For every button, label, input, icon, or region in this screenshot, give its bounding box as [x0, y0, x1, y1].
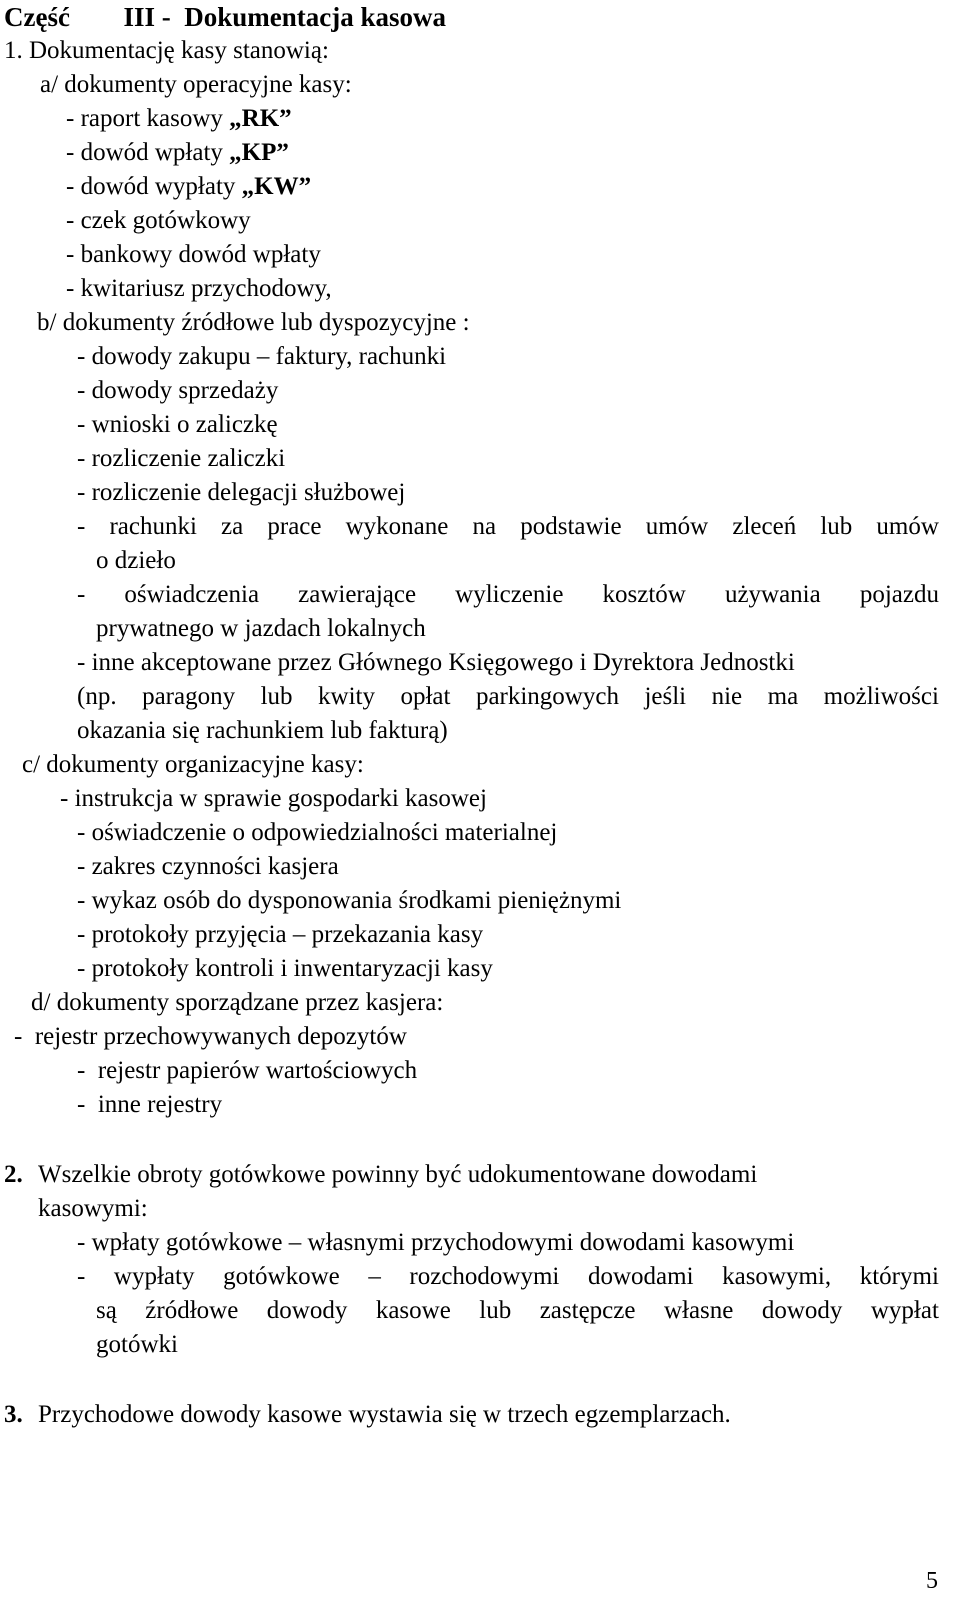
document-code: „RK”: [229, 105, 292, 132]
justified-line-source-docs: [96, 1294, 939, 1328]
word: podstawie: [520, 513, 622, 540]
list-item-continuation: o dzieło: [96, 547, 176, 574]
word: -: [77, 1263, 86, 1290]
list-item: - rejestr papierów wartościowych: [77, 1057, 418, 1084]
section-2-line: Wszelkie obroty gotówkowe powinny być udokumentowane dowodami: [38, 1161, 758, 1188]
word: wykonane: [345, 513, 449, 540]
word: własne: [663, 1297, 734, 1324]
list-item: - rozliczenie zaliczki: [77, 445, 286, 472]
list-item: - oświadczenie o odpowiedzialności materialnej: [77, 819, 558, 846]
word: dowodami: [587, 1263, 694, 1290]
section-2-line: kasowymi:: [38, 1195, 148, 1222]
word: -: [77, 581, 86, 608]
word: jeśli: [644, 683, 687, 710]
word: oświadczenia: [124, 581, 260, 608]
page-number: 5: [926, 1568, 938, 1594]
list-item-continuation: okazania się rachunkiem lub fakturą): [77, 717, 448, 744]
list-item: - protokoły kontroli i inwentaryzacji kasy: [77, 955, 493, 982]
word: lub: [479, 1297, 512, 1324]
word: są: [96, 1297, 117, 1324]
word: kosztów: [602, 581, 686, 608]
word: na: [472, 513, 497, 540]
list-item: - protokoły przyjęcia – przekazania kasy: [77, 921, 484, 948]
list-item: - instrukcja w sprawie gospodarki kasowej: [60, 785, 487, 812]
list-item: - wykaz osób do dysponowania środkami pieniężnymi: [77, 887, 622, 914]
document-code: „KW”: [241, 173, 312, 200]
word: (np.: [77, 683, 117, 710]
list-item: - kwitariusz przychodowy,: [66, 275, 332, 302]
justified-line-receipts: [77, 680, 939, 714]
subsection-a-label: a/ dokumenty operacyjne kasy:: [40, 71, 352, 98]
part-label: Część: [4, 2, 70, 32]
part-heading: [4, 0, 446, 34]
word: nie: [711, 683, 743, 710]
list-item: - dowody zakupu – faktury, rachunki: [77, 343, 447, 370]
list-item-continuation: prywatnego w jazdach lokalnych: [96, 615, 426, 642]
document-code: „KP”: [229, 139, 289, 166]
section-2-number: 2.: [4, 1161, 23, 1188]
word: źródłowe: [145, 1297, 239, 1324]
word: dowody: [761, 1297, 843, 1324]
word: parkingowych: [475, 683, 619, 710]
justified-line-contracts: [77, 510, 939, 544]
list-item: - czek gotówkowy: [66, 207, 251, 234]
word: wypłat: [870, 1297, 939, 1324]
justified-line-payouts: [77, 1260, 939, 1294]
list-item: - zakres czynności kasjera: [77, 853, 339, 880]
word: kwity: [318, 683, 375, 710]
justified-line-vehicle: [77, 578, 939, 612]
word: rozchodowymi: [409, 1263, 560, 1290]
section-1-intro: [4, 34, 329, 68]
subsection-c-label: c/ dokumenty organizacyjne kasy:: [22, 751, 364, 778]
word: –: [368, 1263, 381, 1290]
list-item: - wnioski o zaliczkę: [77, 411, 278, 438]
subsection-b-label: b/ dokumenty źródłowe lub dyspozycyjne :: [37, 309, 470, 336]
list-item: - wpłaty gotówkowe – własnymi przychodowymi dowodami kasowymi: [77, 1229, 795, 1256]
list-item: - rozliczenie delegacji służbowej: [77, 479, 406, 506]
list-item: - raport kasowy „RK”: [66, 105, 292, 132]
word: którymi: [859, 1263, 939, 1290]
word: używania: [724, 581, 821, 608]
section-3-text: Przychodowe dowody kasowe wystawia się w trzech egzemplarzach.: [38, 1401, 731, 1428]
word: za: [221, 513, 244, 540]
section-3-number: 3.: [4, 1401, 23, 1428]
word: opłat: [400, 683, 451, 710]
word: umów: [645, 513, 709, 540]
word: kasowe: [375, 1297, 451, 1324]
list-item: - dowód wypłaty „KW”: [66, 173, 312, 200]
word: pojazdu: [859, 581, 939, 608]
word: wyliczenie: [455, 581, 564, 608]
word: dowody: [266, 1297, 348, 1324]
word: -: [77, 513, 86, 540]
word: lub: [260, 683, 293, 710]
list-item: - inne rejestry: [77, 1091, 223, 1118]
list-item: - inne akceptowane przez Głównego Księgowego i Dyrektora Jednostki: [77, 649, 795, 676]
word: umów: [876, 513, 939, 540]
list-item: - rejestr przechowywanych depozytów: [14, 1023, 407, 1050]
word: zleceń: [732, 513, 797, 540]
part-title: III - Dokumentacja kasowa: [123, 2, 446, 32]
word: zastępcze: [539, 1297, 636, 1324]
word: paragony: [142, 683, 236, 710]
word: rachunki: [109, 513, 197, 540]
section-1-intro-text: Dokumentację kasy stanowią:: [29, 37, 329, 64]
word: kasowymi,: [722, 1263, 832, 1290]
word: wypłaty: [113, 1263, 195, 1290]
list-item: - dowód wpłaty „KP”: [66, 139, 289, 166]
list-item: - dowody sprzedaży: [77, 377, 279, 404]
word: lub: [820, 513, 853, 540]
list-item-continuation: gotówki: [96, 1331, 178, 1358]
word: gotówkowe: [223, 1263, 340, 1290]
word: ma: [767, 683, 799, 710]
word: zawierające: [298, 581, 417, 608]
word: prace: [267, 513, 322, 540]
list-item: - bankowy dowód wpłaty: [66, 241, 321, 268]
subsection-d-label: d/ dokumenty sporządzane przez kasjera:: [31, 989, 444, 1016]
word: możliwości: [823, 683, 939, 710]
section-1-number: 1.: [4, 37, 23, 64]
